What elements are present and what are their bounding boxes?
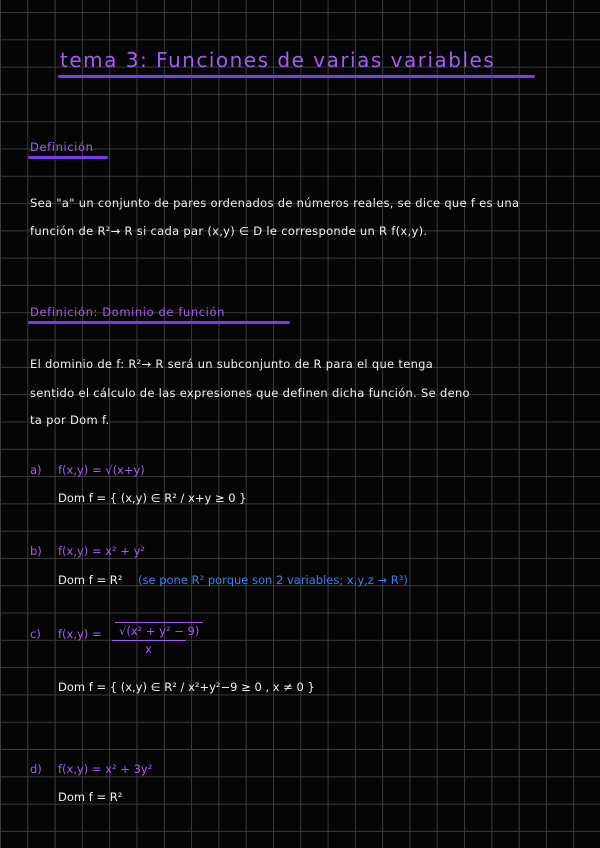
dominio-line-3: ta por Dom f.	[30, 413, 110, 427]
example-function-c-numerator: √(x² + y² − 9)	[115, 622, 203, 638]
example-domain-b-text: Dom f = R²	[58, 573, 123, 587]
example-function-c-denominator: x	[145, 642, 152, 656]
example-label-d: d)	[30, 762, 42, 776]
section-heading-dominio: Definición: Dominio de función	[30, 305, 225, 319]
dominio-line-2: sentido el cálculo de las expresiones que definen dicha función. Se deno	[30, 386, 470, 400]
example-function-a: f(x,y) = √(x+y)	[58, 463, 145, 477]
example-function-d: f(x,y) = x² + 3y²	[58, 762, 153, 776]
title-underline	[58, 75, 535, 78]
fraction-bar	[112, 640, 186, 641]
section-heading-underline	[28, 156, 108, 159]
definition-line-2: función de R²→ R si cada par (x,y) ∈ D le corresponde un R f(x,y).	[30, 224, 428, 238]
example-label-b: b)	[30, 544, 42, 558]
example-label-a: a)	[30, 463, 42, 477]
example-domain-b	[58, 573, 408, 587]
example-function-c-prefix: f(x,y) =	[58, 627, 102, 641]
example-domain-a: Dom f = { (x,y) ∈ R² / x+y ≥ 0 }	[58, 491, 247, 505]
page-title: tema 3: Funciones de varias variables	[60, 48, 496, 72]
example-label-c: c)	[30, 627, 41, 641]
example-domain-c: Dom f = { (x,y) ∈ R² / x²+y²−9 ≥ 0 , x ≠ 0 }	[58, 680, 315, 694]
section-heading-definicion: Definición	[30, 140, 94, 154]
dominio-line-1: El dominio de f: R²→ R será un subconjunto de R para el que tenga	[30, 357, 434, 371]
example-domain-d: Dom f = R²	[58, 790, 123, 804]
example-note-b: (se pone R² porque son 2 variables; x,y,z → R³)	[138, 573, 408, 587]
section-heading-underline	[28, 321, 290, 324]
example-function-b: f(x,y) = x² + y²	[58, 544, 146, 558]
definition-line-1: Sea "a" un conjunto de pares ordenados de números reales, se dice que f es una	[30, 196, 520, 210]
